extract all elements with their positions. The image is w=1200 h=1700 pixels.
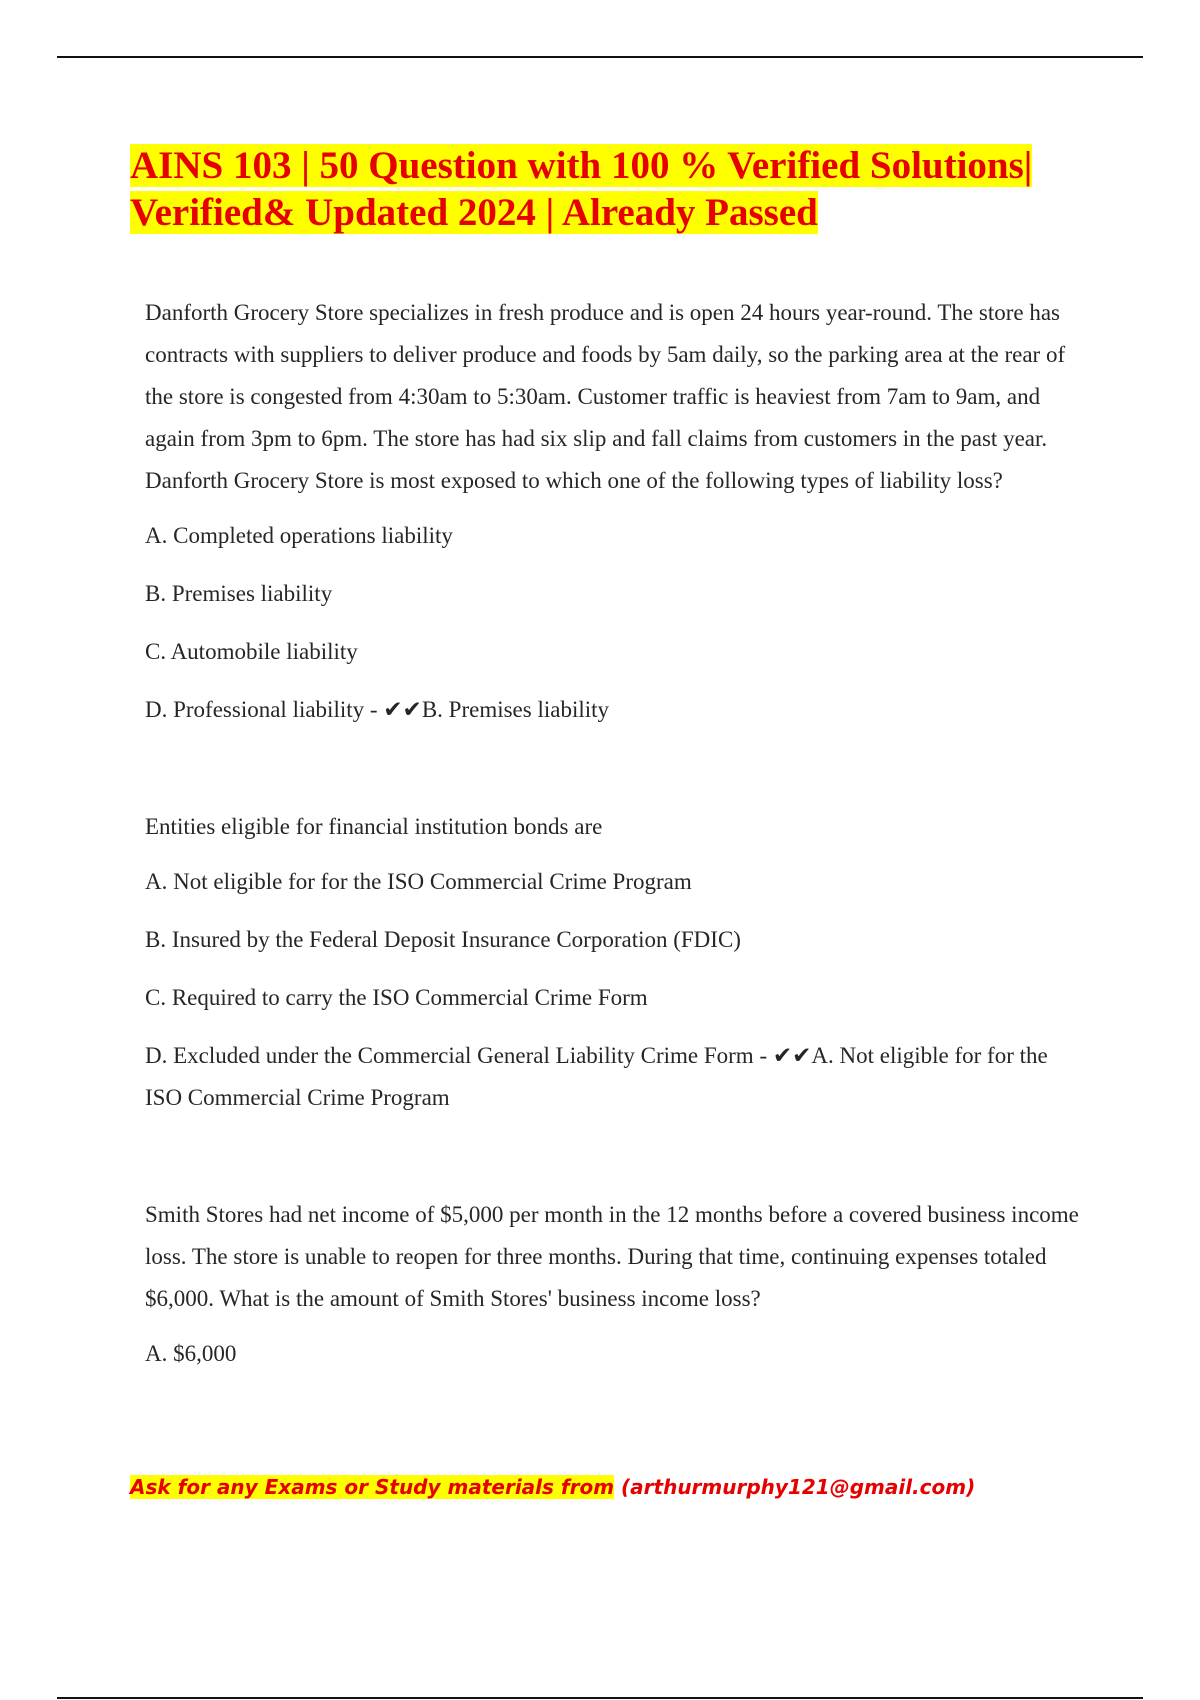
title-line-1: AINS 103 | 50 Question with 100 % Verified Solutions| — [130, 144, 1033, 187]
question-text: Danforth Grocery Store specializes in fresh produce and is open 24 hours year-round. The store has contracts with suppliers to deliver produce and foods by 5am daily, so the parking area at the rear of the store is congested from 4:30am to 5:30am. Customer traffic is heaviest from 7am to 9am, and again from 3pm to 6pm. The store has had six slip and fall claims from customers in the past year. Danforth Grocery Store is most exposed to which one of the following types of liability loss? — [145, 300, 1066, 493]
footer-email-link[interactable]: (arthurmurphy121@gmail.com) — [621, 1475, 976, 1499]
answer-option: B. Insured by the Federal Deposit Insurance Corporation (FDIC) — [145, 927, 741, 952]
question-block-1 — [145, 292, 1090, 731]
answer-option: C. Automobile liability — [145, 639, 358, 664]
question-list — [145, 292, 1090, 1375]
answer-option: A. Not eligible for for the ISO Commercial Crime Program — [145, 869, 692, 894]
question-text: Smith Stores had net income of $5,000 per month in the 12 months before a covered business income loss. The store is unable to reopen for three months. During that time, continuing expenses totaled $6,000. What is the amount of Smith Stores' business income loss? — [145, 1202, 1079, 1311]
answer-option: A. $6,000 — [145, 1341, 237, 1366]
footer-prompt: Ask for any Exams or Study materials from — [130, 1475, 615, 1499]
answer-option: B. Premises liability — [145, 581, 333, 606]
answer-option: D. Professional liability - ✔✔B. Premises liability — [145, 697, 610, 722]
title-line-2: Verified& Updated 2024 | Already Passed — [130, 191, 818, 234]
answer-option: A. Completed operations liability — [145, 523, 453, 548]
question-block-2 — [145, 806, 1090, 1119]
spacer — [145, 1119, 1090, 1194]
contact-footer — [130, 1473, 1130, 1501]
answer-option: C. Required to carry the ISO Commercial Crime Form — [145, 985, 648, 1010]
answer-option: D. Excluded under the Commercial General Liability Crime Form - ✔✔A. Not eligible for for the ISO Commercial Crime Program — [145, 1043, 1048, 1110]
document-title — [130, 142, 1090, 236]
bottom-rule — [57, 1697, 1143, 1699]
top-rule — [57, 56, 1143, 58]
spacer — [145, 731, 1090, 806]
question-text: Entities eligible for financial institution bonds are — [145, 814, 603, 839]
question-block-3 — [145, 1194, 1090, 1375]
